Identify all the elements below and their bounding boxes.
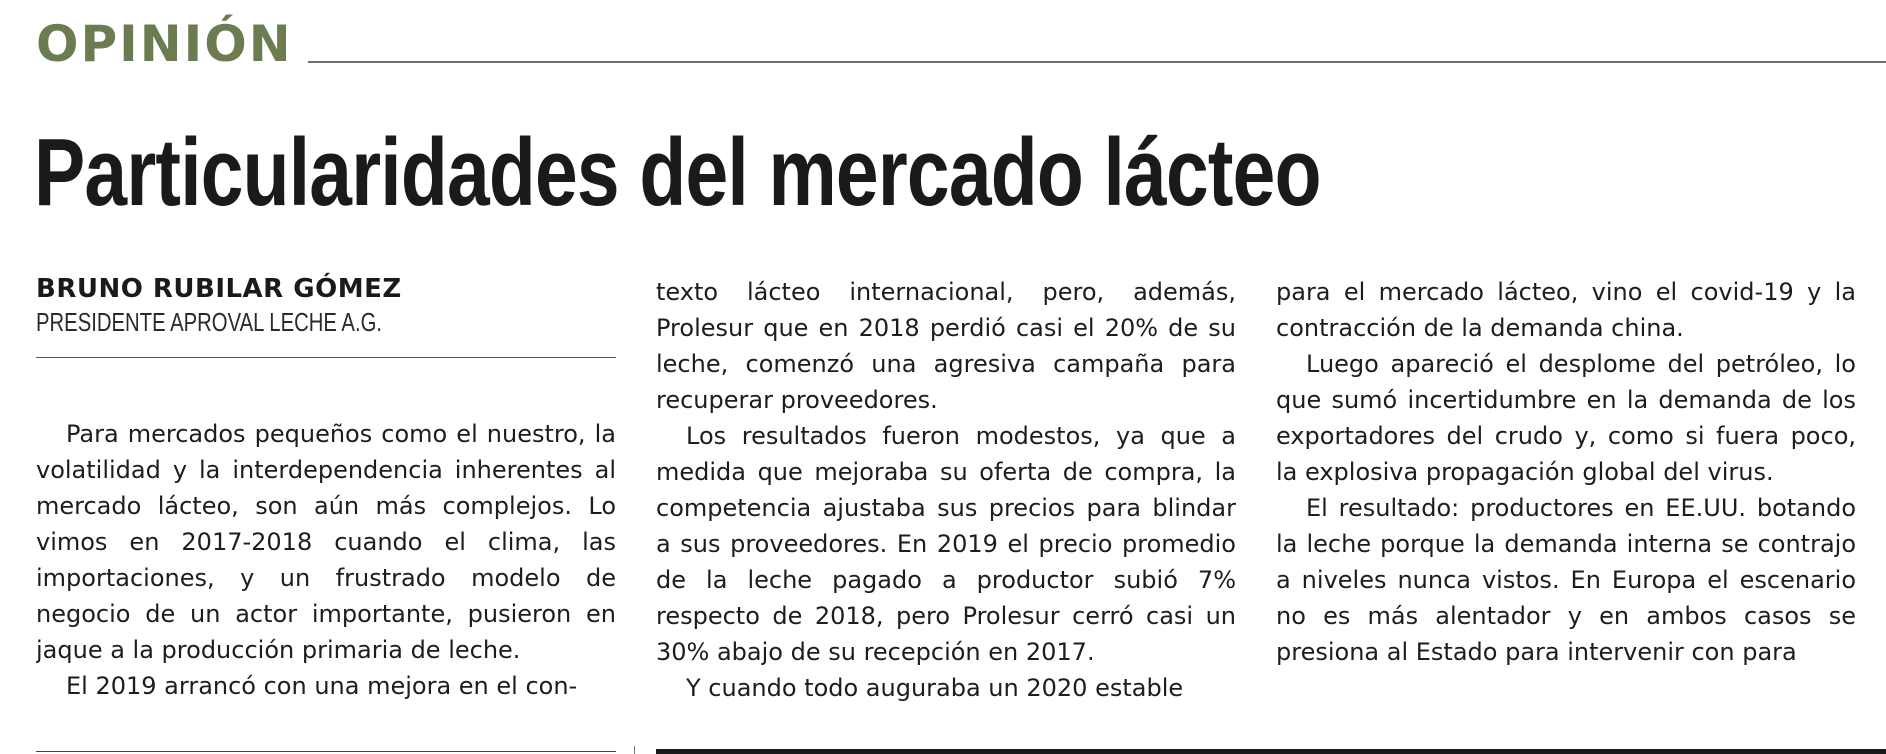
article-column-1	[36, 416, 616, 708]
bottom-rule-heavy	[656, 749, 1886, 754]
section-header	[36, 14, 1886, 74]
paragraph: Los resultados fueron modestos, ya que a medida que mejoraba su oferta de compra, la competencia ajustaba sus precios para blindar a sus proveedores. En 2019 el precio promedio de la leche pagado a productor subió 7% respecto de 2018, pero Prolesur cerró casi un 30% abajo de su recepción en 2017.	[656, 422, 1236, 666]
paragraph: El resultado: productores en EE.UU. botando la leche porque la demanda interna se contrajo a niveles nunca vistos. En Europa el escenario no es más alentador y en ambos casos se presiona al Estado para intervenir con para	[1276, 494, 1856, 666]
paragraph: El 2019 arrancó con una mejora en el con-	[66, 672, 578, 700]
author-role: PRESIDENTE APROVAL LECHE A.G.	[36, 307, 383, 337]
byline-divider	[36, 357, 616, 358]
section-rule	[308, 61, 1886, 63]
paragraph-continuation: para el mercado lácteo, vino el covid-19 y la contracción de la demanda china.	[1276, 278, 1856, 342]
paragraph: Luego apareció el desplome del petróleo, lo que sumó incertidumbre en la demanda de los exportadores del crudo y, como si fuera poco, la explosiva propagación global del virus.	[1276, 350, 1856, 486]
byline	[36, 272, 616, 338]
article-column-3	[1276, 274, 1856, 708]
author-name: BRUNO RUBILAR GÓMEZ	[36, 274, 402, 304]
section-label: OPINIÓN	[36, 15, 293, 73]
column-divider	[634, 746, 635, 754]
article-headline: Particularidades del mercado lácteo	[34, 119, 1321, 226]
paragraph: Y cuando todo auguraba un 2020 estable	[686, 674, 1184, 702]
paragraph-continuation: texto lácteo internacional, pero, además, Prolesur que en 2018 perdió casi el 20% de su leche, comenzó una agresiva campaña para recuperar proveedores.	[656, 278, 1236, 414]
article-column-2	[656, 274, 1236, 708]
paragraph: Para mercados pequeños como el nuestro, la volatilidad y la interdependencia inherentes al mercado lácteo, son aún más complejos. Lo vimos en 2017-2018 cuando el clima, las importaciones, y un frustrado modelo de negocio de un actor importante, pusieron en jaque a la producción primaria de leche.	[36, 420, 616, 664]
bottom-rule	[36, 751, 616, 752]
